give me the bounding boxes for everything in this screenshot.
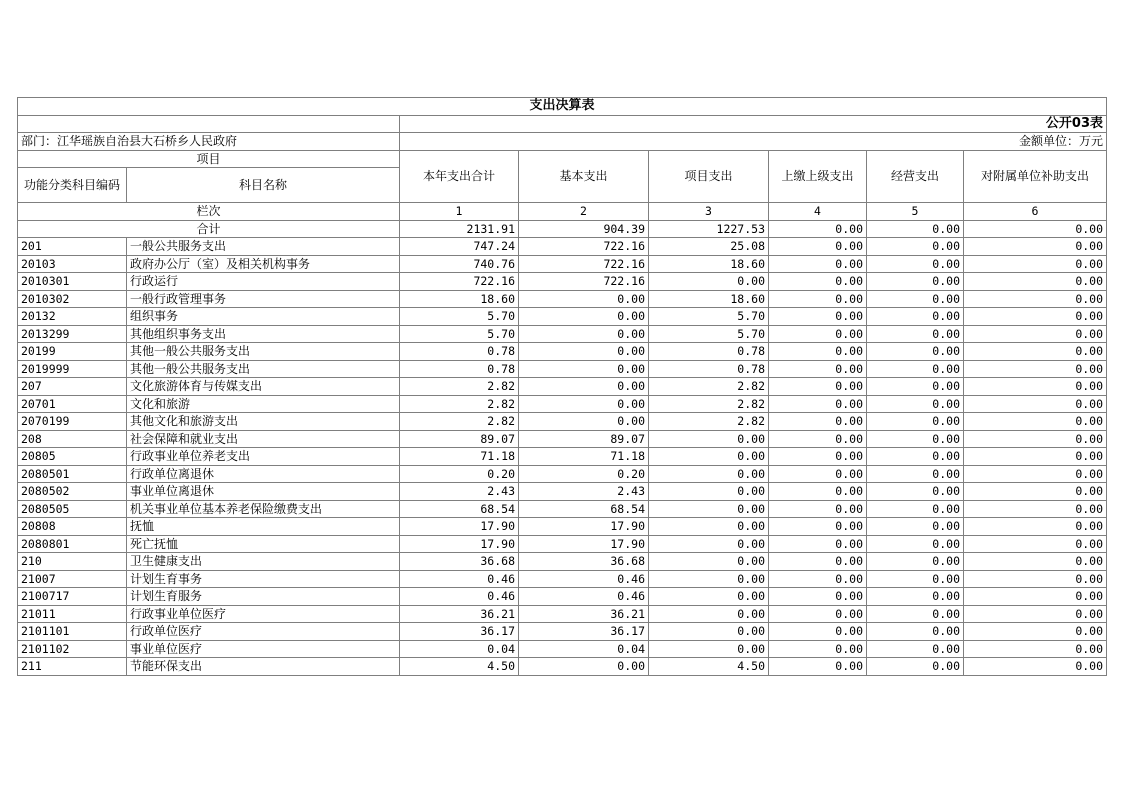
amount-cell: 0.00 xyxy=(769,220,867,238)
table-row xyxy=(18,658,1107,676)
total-row xyxy=(18,220,1107,238)
header-upper: 上缴上级支出 xyxy=(769,150,867,203)
table-row xyxy=(18,623,1107,641)
amount-cell: 0.00 xyxy=(649,535,769,553)
column-number-label: 栏次 xyxy=(18,203,400,221)
table-row xyxy=(18,570,1107,588)
amount-cell: 0.00 xyxy=(649,448,769,466)
column-number: 5 xyxy=(867,203,964,221)
subject-code: 20103 xyxy=(18,255,127,273)
amount-cell: 0.00 xyxy=(867,623,964,641)
amount-cell: 0.00 xyxy=(867,360,964,378)
amount-cell: 0.00 xyxy=(964,588,1107,606)
subject-name: 计划生育服务 xyxy=(127,588,400,606)
amount-cell: 4.50 xyxy=(400,658,519,676)
amount-cell: 18.60 xyxy=(649,290,769,308)
amount-cell: 722.16 xyxy=(519,255,649,273)
amount-cell: 0.00 xyxy=(867,500,964,518)
amount-cell: 0.00 xyxy=(867,413,964,431)
amount-cell: 904.39 xyxy=(519,220,649,238)
amount-cell: 0.00 xyxy=(964,430,1107,448)
amount-cell: 71.18 xyxy=(400,448,519,466)
table-row xyxy=(18,483,1107,501)
amount-cell: 0.00 xyxy=(519,325,649,343)
amount-cell: 0.00 xyxy=(769,378,867,396)
amount-cell: 0.00 xyxy=(649,483,769,501)
amount-cell: 2.43 xyxy=(519,483,649,501)
amount-cell: 0.78 xyxy=(400,360,519,378)
amount-cell: 0.00 xyxy=(867,535,964,553)
amount-cell: 2.82 xyxy=(400,395,519,413)
amount-cell: 0.00 xyxy=(964,360,1107,378)
amount-cell: 0.00 xyxy=(769,343,867,361)
amount-cell: 0.00 xyxy=(867,465,964,483)
amount-cell: 71.18 xyxy=(519,448,649,466)
header-row-1 xyxy=(18,150,1107,168)
subject-code: 20808 xyxy=(18,518,127,536)
department-label: 部门：江华瑶族自治县大石桥乡人民政府 xyxy=(18,133,400,151)
subject-name: 卫生健康支出 xyxy=(127,553,400,571)
subject-code: 2010301 xyxy=(18,273,127,291)
header-subsidiary: 对附属单位补助支出 xyxy=(964,150,1107,203)
subject-code: 2101101 xyxy=(18,623,127,641)
amount-cell: 0.00 xyxy=(769,518,867,536)
amount-cell: 0.00 xyxy=(769,395,867,413)
table-row xyxy=(18,588,1107,606)
subject-code: 2010302 xyxy=(18,290,127,308)
amount-cell: 18.60 xyxy=(649,255,769,273)
table-row xyxy=(18,448,1107,466)
amount-cell: 0.00 xyxy=(769,570,867,588)
subject-name: 行政事业单位养老支出 xyxy=(127,448,400,466)
table-row xyxy=(18,430,1107,448)
amount-cell: 0.46 xyxy=(519,588,649,606)
amount-cell: 0.00 xyxy=(867,448,964,466)
subject-name: 节能环保支出 xyxy=(127,658,400,676)
table-row xyxy=(18,500,1107,518)
amount-cell: 5.70 xyxy=(649,308,769,326)
amount-cell: 0.00 xyxy=(769,238,867,256)
amount-cell: 5.70 xyxy=(400,308,519,326)
subject-code: 2101102 xyxy=(18,640,127,658)
amount-cell: 36.17 xyxy=(400,623,519,641)
amount-cell: 0.00 xyxy=(519,413,649,431)
column-number: 3 xyxy=(649,203,769,221)
amount-cell: 0.00 xyxy=(769,588,867,606)
column-number: 4 xyxy=(769,203,867,221)
amount-cell: 0.00 xyxy=(964,483,1107,501)
amount-cell: 89.07 xyxy=(400,430,519,448)
subject-name: 行政单位离退休 xyxy=(127,465,400,483)
header-project: 项目支出 xyxy=(649,150,769,203)
amount-cell: 0.00 xyxy=(649,518,769,536)
amount-cell: 2.82 xyxy=(649,413,769,431)
table-row xyxy=(18,273,1107,291)
amount-cell: 0.00 xyxy=(769,605,867,623)
amount-cell: 0.00 xyxy=(867,255,964,273)
amount-cell: 0.00 xyxy=(519,308,649,326)
blank-cell xyxy=(18,115,400,133)
amount-cell: 36.17 xyxy=(519,623,649,641)
amount-cell: 0.00 xyxy=(964,553,1107,571)
amount-cell: 2.82 xyxy=(400,413,519,431)
amount-cell: 0.00 xyxy=(649,640,769,658)
amount-cell: 0.00 xyxy=(649,623,769,641)
amount-cell: 36.21 xyxy=(400,605,519,623)
amount-cell: 0.46 xyxy=(400,570,519,588)
subject-name: 一般公共服务支出 xyxy=(127,238,400,256)
amount-cell: 1227.53 xyxy=(649,220,769,238)
subject-code: 207 xyxy=(18,378,127,396)
amount-cell: 747.24 xyxy=(400,238,519,256)
amount-cell: 0.78 xyxy=(649,343,769,361)
subject-name: 机关事业单位基本养老保险缴费支出 xyxy=(127,500,400,518)
amount-cell: 0.00 xyxy=(769,413,867,431)
amount-cell: 0.46 xyxy=(400,588,519,606)
amount-cell: 25.08 xyxy=(649,238,769,256)
amount-cell: 740.76 xyxy=(400,255,519,273)
amount-cell: 0.00 xyxy=(769,290,867,308)
amount-cell: 36.21 xyxy=(519,605,649,623)
amount-cell: 0.00 xyxy=(964,238,1107,256)
subject-code: 208 xyxy=(18,430,127,448)
subject-name: 事业单位离退休 xyxy=(127,483,400,501)
amount-cell: 2.82 xyxy=(400,378,519,396)
amount-cell: 0.00 xyxy=(867,605,964,623)
amount-cell: 0.00 xyxy=(867,658,964,676)
amount-cell: 0.00 xyxy=(964,395,1107,413)
amount-cell: 0.00 xyxy=(867,483,964,501)
subject-code: 20199 xyxy=(18,343,127,361)
table-row xyxy=(18,413,1107,431)
subject-name: 文化旅游体育与传媒支出 xyxy=(127,378,400,396)
header-item: 项目 xyxy=(18,150,400,168)
amount-cell: 0.20 xyxy=(400,465,519,483)
amount-cell: 0.00 xyxy=(519,360,649,378)
amount-cell: 68.54 xyxy=(400,500,519,518)
amount-cell: 0.00 xyxy=(867,273,964,291)
amount-cell: 2.82 xyxy=(649,378,769,396)
form-number-row xyxy=(18,115,1107,133)
column-number: 2 xyxy=(519,203,649,221)
subject-code: 21007 xyxy=(18,570,127,588)
subject-name: 行政事业单位医疗 xyxy=(127,605,400,623)
amount-cell: 722.16 xyxy=(519,238,649,256)
table-row xyxy=(18,465,1107,483)
subject-name: 其他组织事务支出 xyxy=(127,325,400,343)
amount-cell: 0.00 xyxy=(867,553,964,571)
title-row xyxy=(18,98,1107,116)
subject-code: 2080505 xyxy=(18,500,127,518)
unit-label: 金额单位：万元 xyxy=(400,133,1107,151)
amount-cell: 0.00 xyxy=(867,238,964,256)
amount-cell: 0.00 xyxy=(649,465,769,483)
subject-code: 2070199 xyxy=(18,413,127,431)
amount-cell: 0.00 xyxy=(964,413,1107,431)
amount-cell: 0.00 xyxy=(964,640,1107,658)
amount-cell: 0.00 xyxy=(769,255,867,273)
amount-cell: 0.00 xyxy=(964,343,1107,361)
column-number: 1 xyxy=(400,203,519,221)
expenditure-table xyxy=(17,97,1107,676)
amount-cell: 0.00 xyxy=(649,273,769,291)
amount-cell: 0.00 xyxy=(649,430,769,448)
amount-cell: 0.00 xyxy=(964,500,1107,518)
table-row xyxy=(18,255,1107,273)
subject-code: 20132 xyxy=(18,308,127,326)
header-operating: 经营支出 xyxy=(867,150,964,203)
amount-cell: 0.00 xyxy=(769,360,867,378)
header-code: 功能分类科目编码 xyxy=(18,168,127,203)
amount-cell: 0.00 xyxy=(867,640,964,658)
header-basic: 基本支出 xyxy=(519,150,649,203)
amount-cell: 0.00 xyxy=(769,483,867,501)
amount-cell: 0.00 xyxy=(649,605,769,623)
subject-code: 2019999 xyxy=(18,360,127,378)
amount-cell: 0.00 xyxy=(964,325,1107,343)
table-row xyxy=(18,553,1107,571)
amount-cell: 0.00 xyxy=(769,553,867,571)
subject-name: 死亡抚恤 xyxy=(127,535,400,553)
amount-cell: 0.00 xyxy=(964,273,1107,291)
department-row xyxy=(18,133,1107,151)
subject-name: 计划生育事务 xyxy=(127,570,400,588)
amount-cell: 68.54 xyxy=(519,500,649,518)
amount-cell: 0.00 xyxy=(519,378,649,396)
amount-cell: 2.82 xyxy=(649,395,769,413)
table-row xyxy=(18,343,1107,361)
amount-cell: 0.00 xyxy=(769,430,867,448)
table-row xyxy=(18,360,1107,378)
table-row xyxy=(18,518,1107,536)
amount-cell: 0.00 xyxy=(867,220,964,238)
amount-cell: 0.00 xyxy=(964,448,1107,466)
amount-cell: 0.00 xyxy=(964,290,1107,308)
table-row xyxy=(18,605,1107,623)
amount-cell: 17.90 xyxy=(519,535,649,553)
amount-cell: 0.00 xyxy=(964,570,1107,588)
amount-cell: 0.04 xyxy=(519,640,649,658)
amount-cell: 0.00 xyxy=(519,290,649,308)
amount-cell: 0.00 xyxy=(964,658,1107,676)
amount-cell: 5.70 xyxy=(400,325,519,343)
header-total: 本年支出合计 xyxy=(400,150,519,203)
table-row xyxy=(18,640,1107,658)
amount-cell: 0.00 xyxy=(649,553,769,571)
amount-cell: 0.00 xyxy=(964,465,1107,483)
amount-cell: 36.68 xyxy=(400,553,519,571)
amount-cell: 0.00 xyxy=(964,220,1107,238)
subject-name: 组织事务 xyxy=(127,308,400,326)
table-title: 支出决算表 xyxy=(18,98,1107,116)
amount-cell: 0.00 xyxy=(867,290,964,308)
amount-cell: 2.43 xyxy=(400,483,519,501)
subject-name: 抚恤 xyxy=(127,518,400,536)
amount-cell: 17.90 xyxy=(400,535,519,553)
subject-name: 事业单位医疗 xyxy=(127,640,400,658)
subject-name: 其他文化和旅游支出 xyxy=(127,413,400,431)
amount-cell: 0.00 xyxy=(649,570,769,588)
amount-cell: 0.00 xyxy=(769,448,867,466)
amount-cell: 0.00 xyxy=(964,535,1107,553)
amount-cell: 0.00 xyxy=(769,273,867,291)
table-row xyxy=(18,325,1107,343)
amount-cell: 0.00 xyxy=(867,343,964,361)
amount-cell: 0.46 xyxy=(519,570,649,588)
amount-cell: 0.00 xyxy=(964,605,1107,623)
amount-cell: 722.16 xyxy=(519,273,649,291)
amount-cell: 0.78 xyxy=(400,343,519,361)
amount-cell: 0.00 xyxy=(769,308,867,326)
amount-cell: 0.00 xyxy=(867,518,964,536)
subject-code: 20805 xyxy=(18,448,127,466)
amount-cell: 0.00 xyxy=(964,378,1107,396)
subject-name: 政府办公厅（室）及相关机构事务 xyxy=(127,255,400,273)
subject-code: 211 xyxy=(18,658,127,676)
subject-name: 其他一般公共服务支出 xyxy=(127,343,400,361)
amount-cell: 2131.91 xyxy=(400,220,519,238)
amount-cell: 17.90 xyxy=(519,518,649,536)
amount-cell: 0.00 xyxy=(519,343,649,361)
subject-code: 20701 xyxy=(18,395,127,413)
amount-cell: 0.00 xyxy=(769,658,867,676)
subject-name: 其他一般公共服务支出 xyxy=(127,360,400,378)
amount-cell: 722.16 xyxy=(400,273,519,291)
subject-code: 21011 xyxy=(18,605,127,623)
table-row xyxy=(18,378,1107,396)
column-number-row xyxy=(18,203,1107,221)
amount-cell: 18.60 xyxy=(400,290,519,308)
total-label: 合计 xyxy=(18,220,400,238)
amount-cell: 0.00 xyxy=(867,395,964,413)
amount-cell: 0.00 xyxy=(964,308,1107,326)
amount-cell: 0.00 xyxy=(769,623,867,641)
amount-cell: 0.00 xyxy=(867,430,964,448)
amount-cell: 0.00 xyxy=(519,658,649,676)
amount-cell: 17.90 xyxy=(400,518,519,536)
amount-cell: 0.00 xyxy=(769,500,867,518)
amount-cell: 5.70 xyxy=(649,325,769,343)
amount-cell: 0.00 xyxy=(769,640,867,658)
subject-name: 一般行政管理事务 xyxy=(127,290,400,308)
amount-cell: 0.00 xyxy=(867,378,964,396)
amount-cell: 0.00 xyxy=(867,308,964,326)
amount-cell: 0.00 xyxy=(964,255,1107,273)
table-row xyxy=(18,395,1107,413)
subject-code: 201 xyxy=(18,238,127,256)
amount-cell: 0.00 xyxy=(867,325,964,343)
table-row xyxy=(18,308,1107,326)
subject-name: 文化和旅游 xyxy=(127,395,400,413)
amount-cell: 89.07 xyxy=(519,430,649,448)
amount-cell: 0.00 xyxy=(649,500,769,518)
amount-cell: 36.68 xyxy=(519,553,649,571)
amount-cell: 0.20 xyxy=(519,465,649,483)
amount-cell: 0.00 xyxy=(769,465,867,483)
amount-cell: 0.00 xyxy=(964,518,1107,536)
column-number: 6 xyxy=(964,203,1107,221)
subject-code: 2100717 xyxy=(18,588,127,606)
form-number: 公开03表 xyxy=(400,115,1107,133)
amount-cell: 4.50 xyxy=(649,658,769,676)
subject-code: 2080501 xyxy=(18,465,127,483)
subject-name: 行政单位医疗 xyxy=(127,623,400,641)
amount-cell: 0.00 xyxy=(867,588,964,606)
amount-cell: 0.04 xyxy=(400,640,519,658)
amount-cell: 0.00 xyxy=(769,535,867,553)
subject-name: 社会保障和就业支出 xyxy=(127,430,400,448)
subject-code: 210 xyxy=(18,553,127,571)
header-name: 科目名称 xyxy=(127,168,400,203)
amount-cell: 0.00 xyxy=(519,395,649,413)
table-row xyxy=(18,238,1107,256)
subject-code: 2080502 xyxy=(18,483,127,501)
subject-code: 2013299 xyxy=(18,325,127,343)
amount-cell: 0.78 xyxy=(649,360,769,378)
amount-cell: 0.00 xyxy=(964,623,1107,641)
subject-code: 2080801 xyxy=(18,535,127,553)
amount-cell: 0.00 xyxy=(649,588,769,606)
table-row xyxy=(18,535,1107,553)
table-row xyxy=(18,290,1107,308)
subject-name: 行政运行 xyxy=(127,273,400,291)
amount-cell: 0.00 xyxy=(769,325,867,343)
amount-cell: 0.00 xyxy=(867,570,964,588)
